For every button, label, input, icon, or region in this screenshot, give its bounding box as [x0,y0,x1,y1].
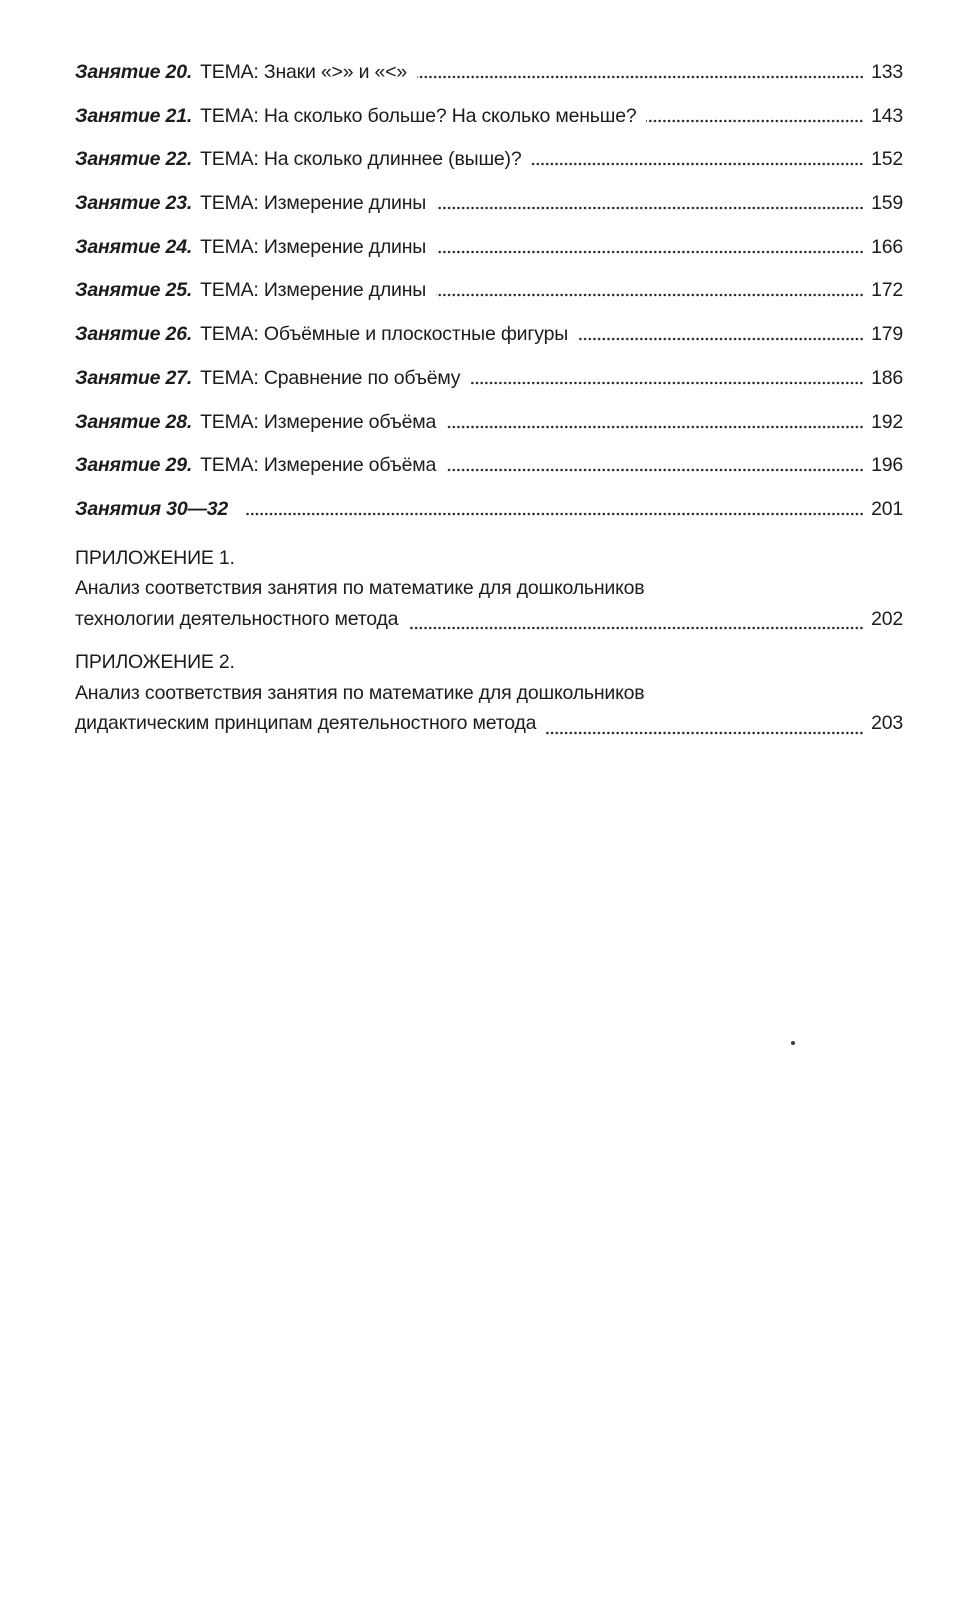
entry-title: ТЕМА: Измерение длины [200,279,427,302]
toc-entry [75,149,903,170]
entry-page-number: 203 [871,712,903,735]
entry-label: Занятие 24. [75,235,193,258]
appendix-page-row [75,604,903,635]
entry-page-number: 202 [871,607,903,630]
toc-entry [75,455,903,476]
appendix-line: технологии деятельностного метода [75,607,399,630]
entry-title: ТЕМА: Измерение объёма [200,410,437,433]
appendix-line: дидактическим принципам деятельностного метода [75,712,537,735]
entry-label: Занятие 25. [75,279,193,302]
toc-entry [75,324,903,345]
appendix-entry [75,647,903,739]
entry-page-number: 196 [871,454,903,477]
toc-entry [75,280,903,301]
dot-leader [446,424,864,430]
entry-title: ТЕМА: Измерение длины [200,192,427,215]
entry-page-number: 166 [871,235,903,258]
dot-leader [546,730,864,736]
entry-title: ТЕМА: На сколько длиннее (выше)? [200,148,522,171]
entry-page-number: 201 [871,497,903,520]
dot-leader [646,118,864,124]
toc-entry [75,62,903,83]
entry-title: ТЕМА: Сравнение по объёму [200,366,461,389]
entry-title: ТЕМА: Знаки «>» и «<» [200,61,407,83]
toc-entry [75,237,903,258]
dot-leader [531,161,864,167]
entry-page-number: 186 [871,366,903,389]
entry-title: ТЕМА: Объёмные и плоскостные фигуры [200,323,569,346]
entry-label: Занятие 26. [75,323,193,346]
toc-entry [75,412,903,433]
entry-title: ТЕМА: Измерение объёма [200,454,437,477]
dot-leader [446,467,864,473]
dot-leader [578,336,864,342]
toc-entry [75,106,903,127]
entry-label: Занятия 30—32 [75,497,229,520]
scan-speck [791,1041,795,1045]
entry-page-number: 133 [871,61,903,83]
entry-title: ТЕМА: Измерение длины [200,235,427,258]
entry-label: Занятие 22. [75,148,193,171]
toc-entry [75,193,903,214]
entry-label: Занятие 27. [75,366,193,389]
dot-leader [408,625,864,631]
appendix-page-row [75,708,903,739]
appendix-heading: ПРИЛОЖЕНИЕ 1. [75,546,235,569]
dot-leader [246,511,864,517]
appendix-entry [75,543,903,635]
entry-label: Занятие 28. [75,410,193,433]
toc-list [75,62,903,739]
entry-page-number: 192 [871,410,903,433]
dot-leader [436,249,864,255]
entry-label: Занятие 21. [75,104,193,127]
appendix-line: Анализ соответствия занятия по математике для дошкольников [75,577,645,600]
toc-entry [75,499,903,520]
entry-label: Занятие 20. [75,61,193,83]
entry-page-number: 179 [871,323,903,346]
entry-label: Занятие 29. [75,454,193,477]
dot-leader [436,292,864,298]
dot-leader [417,74,864,80]
appendix-heading: ПРИЛОЖЕНИЕ 2. [75,651,235,674]
appendix-line: Анализ соответствия занятия по математике для дошкольников [75,681,645,704]
entry-page-number: 172 [871,279,903,302]
entry-title: ТЕМА: На сколько больше? На сколько меньше? [200,104,637,127]
dot-leader [436,205,864,211]
dot-leader [470,380,864,386]
toc-entry [75,368,903,389]
entry-page-number: 152 [871,148,903,171]
entry-page-number: 143 [871,104,903,127]
entry-page-number: 159 [871,192,903,215]
entry-label: Занятие 23. [75,192,193,215]
